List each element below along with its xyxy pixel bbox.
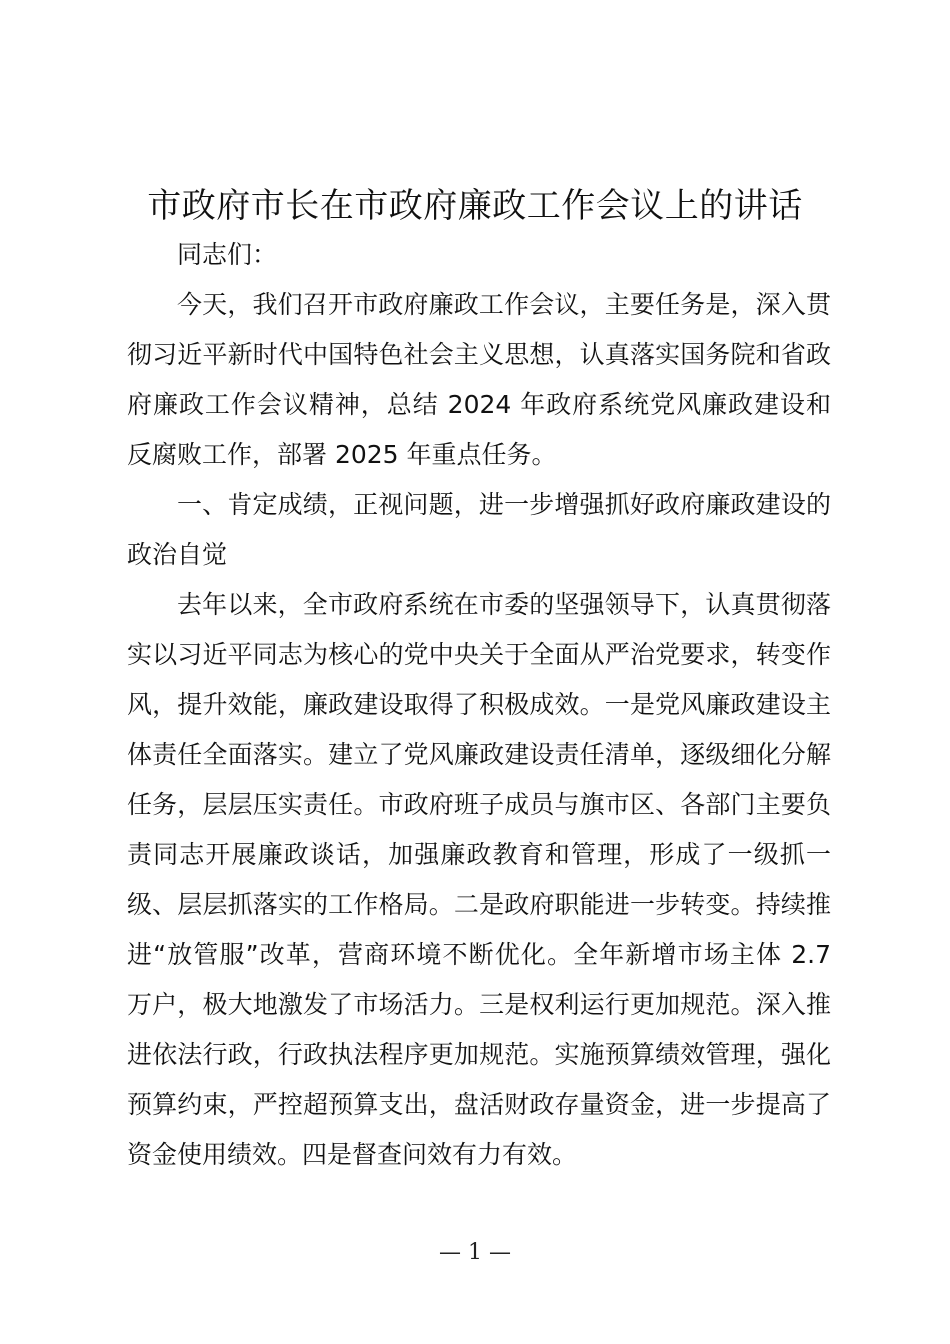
salutation: 同志们： (177, 240, 278, 269)
paragraph-intro: 今天，我们召开市政府廉政工作会议，主要任务是，深入贯彻习近平新时代中国特色社会主义思想，认真落实国务院和省政府廉政工作会议精神，总结 2024 年政府系统党风廉政建设和反腐败工作，部署 2025 年重点任务。 (127, 290, 831, 469)
paragraph-achievements: 去年以来，全市政府系统在市委的坚强领导下，认真贯彻落实以习近平同志为核心的党中央关于全面从严治党要求，转变作风，提升效能，廉政建设取得了积极成效。一是党风廉政建设主体责任全面落实。建立了党风廉政建设责任清单，逐级细化分解任务，层层压实责任。市政府班子成员与旗市区、各部门主要负责同志开展廉政谈话，加强廉政教育和管理，形成了一级抓一级、层层抓落实的工作格局。二是政府职能进一步转变。持续推进“放管服”改革，营商环境不断优化。全年新增市场主体 2.7 万户，极大地激发了市场活力。三是权利运行更加规范。深入推进依法行政，行政执法程序更加规范。实施预算绩效管理，强化预算约束，严控超预算支出，盘活财政存量资金，进一步提高了资金使用绩效。四是督查问效有力有效。 (127, 590, 831, 1169)
section-heading-1: 一、肯定成绩，正视问题，进一步增强抓好政府廉政建设的政治自觉 (127, 490, 831, 569)
page-number: — 1 — (439, 1240, 511, 1265)
document-title: 市政府市长在市政府廉政工作会议上的讲话 (147, 186, 803, 226)
document-body (127, 230, 831, 1180)
